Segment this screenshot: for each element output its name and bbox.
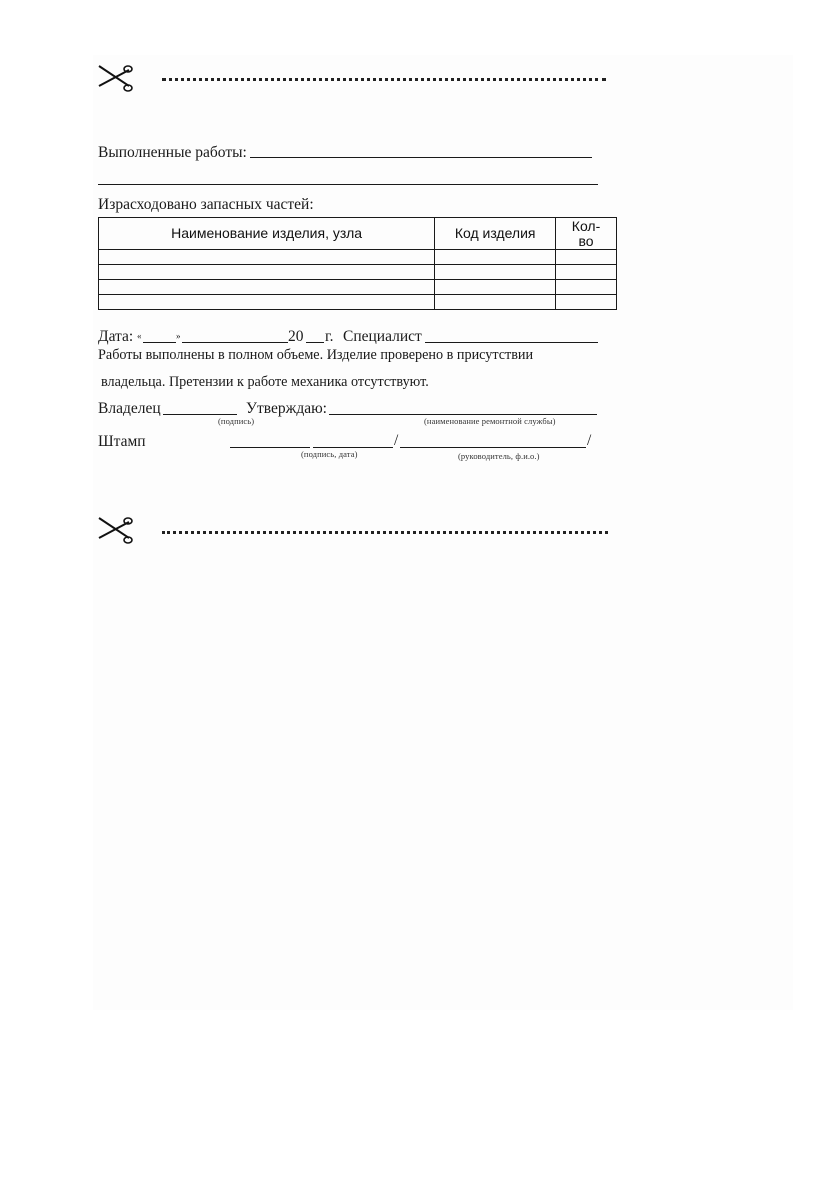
works-done-field[interactable]: [250, 157, 592, 158]
table-cell[interactable]: [435, 265, 556, 280]
scissors-icon: [95, 62, 135, 94]
statement-line1: Работы выполнены в полном объеме. Изделие проверено в присутствии: [98, 347, 534, 363]
owner-signature-field[interactable]: [163, 414, 237, 415]
col-header-qty: [556, 218, 617, 250]
table-cell[interactable]: [99, 295, 435, 310]
date-year-field[interactable]: [306, 342, 324, 343]
table-cell[interactable]: [556, 265, 617, 280]
parts-used-label: Израсходовано запасных частей:: [98, 196, 314, 213]
stamp-head-field[interactable]: [400, 447, 586, 448]
table-row: [99, 280, 617, 295]
date-quote-open: «: [137, 331, 142, 341]
table-cell[interactable]: [99, 265, 435, 280]
table-cell[interactable]: [435, 295, 556, 310]
date-label: Дата:: [98, 328, 134, 345]
stamp-slash-1: /: [394, 432, 399, 449]
owner-label: Владелец: [98, 400, 161, 417]
stamp-date-field[interactable]: [313, 447, 393, 448]
date-month-field[interactable]: [182, 342, 288, 343]
works-done-label: Выполненные работы:: [98, 144, 247, 161]
table-row: [99, 295, 617, 310]
table-cell[interactable]: [99, 280, 435, 295]
table-row: [99, 265, 617, 280]
stamp-head-caption: (руководитель, ф.и.о.): [458, 451, 540, 461]
approve-label: Утверждаю:: [246, 400, 327, 417]
col-header-name: Наименование изделия, узла: [99, 218, 435, 250]
table-cell[interactable]: [435, 250, 556, 265]
table-cell[interactable]: [556, 280, 617, 295]
table-cell[interactable]: [556, 295, 617, 310]
date-year-prefix: 20: [288, 328, 304, 345]
stamp-signature-field[interactable]: [230, 447, 310, 448]
cut-line-bottom: [162, 531, 608, 534]
col-header-code: Код изделия: [435, 218, 556, 250]
table-cell[interactable]: [435, 280, 556, 295]
parts-table-header: [99, 218, 617, 250]
table-row: [99, 250, 617, 265]
statement-line2: владельца. Претензии к работе механика отсутствуют.: [101, 374, 429, 390]
specialist-field[interactable]: [425, 342, 598, 343]
col-header-qty-text: Кол-во: [571, 217, 601, 249]
works-done-field-line2[interactable]: [98, 184, 598, 185]
approve-field[interactable]: [329, 414, 597, 415]
table-cell[interactable]: [99, 250, 435, 265]
date-day-field[interactable]: [143, 342, 176, 343]
scissors-icon: [95, 514, 135, 546]
approve-caption: (наименование ремонтной службы): [424, 416, 556, 426]
stamp-sign-caption: (подпись, дата): [301, 449, 358, 459]
table-cell[interactable]: [556, 250, 617, 265]
date-year-suffix: г.: [325, 328, 334, 345]
stamp-label: Штамп: [98, 433, 146, 450]
stamp-slash-2: /: [587, 432, 592, 449]
parts-table: [98, 217, 617, 310]
date-quote-close: »: [176, 331, 181, 341]
specialist-label: Специалист: [343, 328, 422, 345]
cut-line-top: [162, 78, 606, 81]
owner-caption: (подпись): [218, 416, 255, 426]
